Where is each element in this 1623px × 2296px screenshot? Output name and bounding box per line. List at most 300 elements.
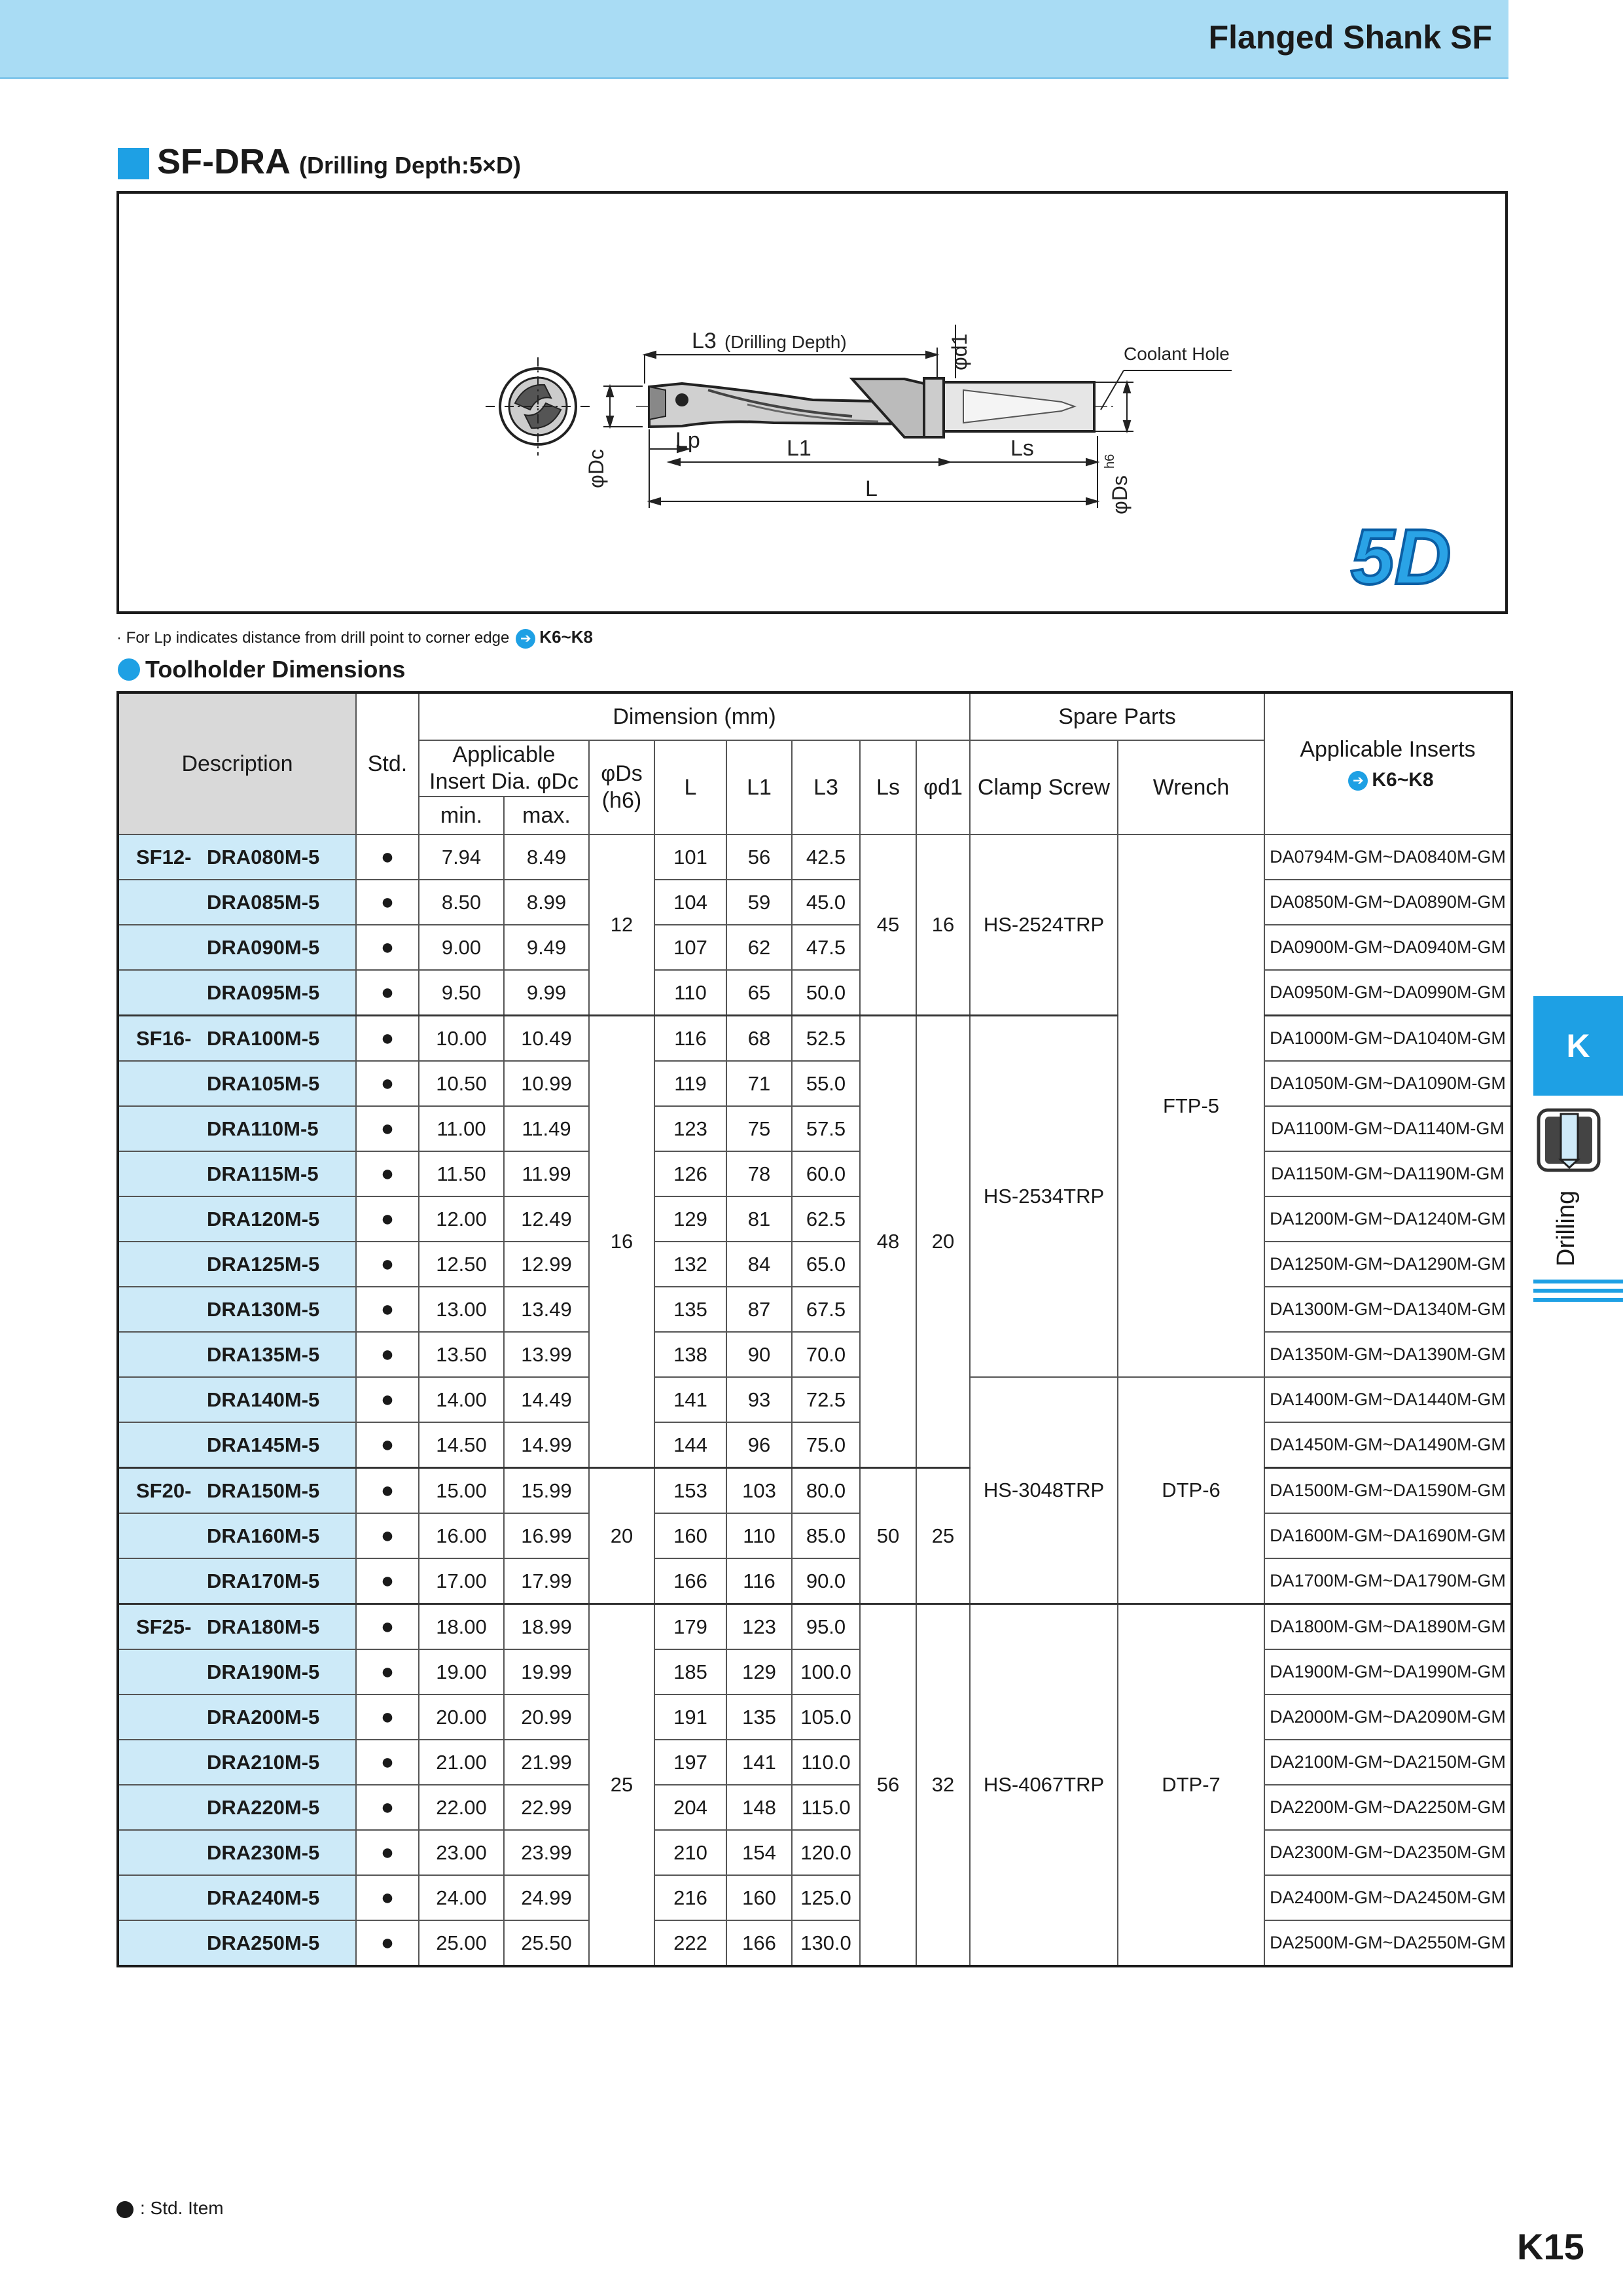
row-l3: 130.0 [792,1920,860,1966]
row-l1: 116 [726,1558,792,1604]
row-l: 138 [654,1332,726,1377]
row-std-mark: ● [356,1061,419,1106]
row-max-dia: 18.99 [504,1604,589,1650]
row-l1: 129 [726,1649,792,1695]
row-min-dia: 22.00 [419,1785,504,1830]
row-l3: 72.5 [792,1377,860,1422]
drill-section-icon [1536,1107,1601,1173]
table-row [118,1695,1512,1740]
row-l1: 96 [726,1422,792,1468]
page-reference-arrow-icon: ➔ [516,629,535,649]
row-applicable-inserts: DA1200M-GM~DA1240M-GM [1264,1196,1512,1242]
row-l3: 70.0 [792,1332,860,1377]
table-row [118,1422,1512,1468]
row-std-mark: ● [356,970,419,1016]
lp-note [116,627,593,649]
row-std-mark: ● [356,1422,419,1468]
row-l: 222 [654,1920,726,1966]
row-max-dia: 20.99 [504,1695,589,1740]
subsection-dot-marker [118,658,140,681]
table-row [118,1196,1512,1242]
section-title [157,141,521,182]
row-max-dia: 24.99 [504,1875,589,1920]
row-applicable-inserts: DA1150M-GM~DA1190M-GM [1264,1151,1512,1196]
row-l: 179 [654,1604,726,1650]
header-ds-line1: φDs [601,761,643,787]
row-applicable-inserts: DA0794M-GM~DA0840M-GM [1264,834,1512,880]
label-ds: φDs [1108,475,1132,514]
header-insert-dia-line1: Applicable [452,742,556,768]
row-l: 129 [654,1196,726,1242]
row-std-mark: ● [356,1332,419,1377]
row-prefix [118,970,207,1016]
row-min-dia: 13.00 [419,1287,504,1332]
table-row [118,1830,1512,1875]
row-l3: 60.0 [792,1151,860,1196]
row-l: 123 [654,1106,726,1151]
row-min-dia: 15.00 [419,1468,504,1514]
table-body [118,834,1512,1966]
row-std-mark: ● [356,1151,419,1196]
row-max-dia: 17.99 [504,1558,589,1604]
header-l: L [654,740,726,834]
row-l1: 90 [726,1332,792,1377]
subsection-title: Toolholder Dimensions [145,656,406,683]
header-l3: L3 [792,740,860,834]
drill-diagram [119,194,1505,611]
row-l1: 65 [726,970,792,1016]
header-wrench: Wrench [1118,740,1264,834]
row-min-dia: 17.00 [419,1558,504,1604]
row-min-dia: 10.50 [419,1061,504,1106]
row-code: DRA150M-5 [207,1468,356,1514]
toolholder-table-container [116,691,1513,1967]
row-std-mark: ● [356,1558,419,1604]
header-min: min. [419,797,504,834]
row-max-dia: 8.49 [504,834,589,880]
row-clamp-screw: HS-3048TRP [970,1377,1118,1604]
row-l1: 78 [726,1151,792,1196]
row-l: 110 [654,970,726,1016]
row-l1: 160 [726,1875,792,1920]
row-prefix [118,1061,207,1106]
header-ds-line2: (h6) [601,788,642,813]
table-row [118,1649,1512,1695]
row-max-dia: 12.99 [504,1242,589,1287]
header-ls: Ls [860,740,916,834]
row-code: DRA105M-5 [207,1061,356,1106]
row-min-dia: 7.94 [419,834,504,880]
row-std-mark: ● [356,880,419,925]
row-l: 135 [654,1287,726,1332]
section-square-marker [118,148,149,179]
row-clamp-screw: HS-2534TRP [970,1016,1118,1378]
row-prefix [118,880,207,925]
row-code: DRA160M-5 [207,1513,356,1558]
row-std-mark: ● [356,1695,419,1740]
row-l1: 87 [726,1287,792,1332]
side-tab-lines [1533,1280,1623,1307]
table-row [118,1242,1512,1287]
row-prefix [118,1920,207,1966]
table-row [118,1558,1512,1604]
row-std-mark: ● [356,1016,419,1062]
header-inserts-ref-text: K6~K8 [1372,768,1434,791]
row-l3: 115.0 [792,1785,860,1830]
row-applicable-inserts: DA1900M-GM~DA1990M-GM [1264,1649,1512,1695]
side-tab-label: Drilling [1552,1190,1580,1266]
row-std-mark: ● [356,1875,419,1920]
row-l: 144 [654,1422,726,1468]
row-prefix [118,1422,207,1468]
header-insert-dia-line2: Insert Dia. φDc [429,769,579,794]
row-prefix [118,1875,207,1920]
row-code: DRA220M-5 [207,1785,356,1830]
row-ds: 20 [589,1468,654,1604]
row-applicable-inserts: DA0850M-GM~DA0890M-GM [1264,880,1512,925]
row-d1: 16 [916,834,970,1016]
row-min-dia: 14.50 [419,1422,504,1468]
std-item-legend-text: : Std. Item [140,2198,224,2218]
lp-note-text: · For Lp indicates distance from drill point to corner edge [116,629,510,647]
label-ls: Ls [1010,436,1034,461]
row-l1: 56 [726,834,792,880]
header-std: Std. [356,692,419,834]
row-l1: 62 [726,925,792,970]
row-code: DRA135M-5 [207,1332,356,1377]
label-d1: φd1 [948,333,971,370]
row-applicable-inserts: DA1500M-GM~DA1590M-GM [1264,1468,1512,1514]
header-spare-parts: Spare Parts [970,692,1264,740]
row-max-dia: 16.99 [504,1513,589,1558]
row-prefix [118,1785,207,1830]
row-l3: 50.0 [792,970,860,1016]
label-l3: L3 [692,329,717,353]
row-min-dia: 19.00 [419,1649,504,1695]
row-std-mark: ● [356,1604,419,1650]
row-std-mark: ● [356,1830,419,1875]
header-applicable-inserts [1264,692,1512,834]
row-max-dia: 15.99 [504,1468,589,1514]
row-l: 191 [654,1695,726,1740]
row-d1: 25 [916,1468,970,1604]
row-min-dia: 18.00 [419,1604,504,1650]
table-row [118,1287,1512,1332]
row-min-dia: 23.00 [419,1830,504,1875]
row-prefix [118,1649,207,1695]
row-code: DRA090M-5 [207,925,356,970]
row-applicable-inserts: DA2400M-GM~DA2450M-GM [1264,1875,1512,1920]
row-min-dia: 25.00 [419,1920,504,1966]
row-min-dia: 21.00 [419,1740,504,1785]
header-d1: φd1 [916,740,970,834]
row-l: 216 [654,1875,726,1920]
row-prefix [118,1377,207,1422]
row-prefix [118,1740,207,1785]
row-code: DRA145M-5 [207,1422,356,1468]
row-l1: 68 [726,1016,792,1062]
row-l3: 105.0 [792,1695,860,1740]
depth-badge-5d: 5D [1351,513,1452,601]
table-row [118,1740,1512,1785]
row-l: 185 [654,1649,726,1695]
row-l1: 148 [726,1785,792,1830]
row-code: DRA110M-5 [207,1106,356,1151]
row-applicable-inserts: DA1300M-GM~DA1340M-GM [1264,1287,1512,1332]
page-number: K15 [1517,2226,1584,2267]
row-l: 160 [654,1513,726,1558]
row-l3: 90.0 [792,1558,860,1604]
row-l: 204 [654,1785,726,1830]
header-clamp-screw: Clamp Screw [970,740,1118,834]
table-row [118,970,1512,1016]
row-l3: 45.0 [792,880,860,925]
row-max-dia: 9.99 [504,970,589,1016]
row-min-dia: 12.50 [419,1242,504,1287]
row-l3: 75.0 [792,1422,860,1468]
row-l3: 100.0 [792,1649,860,1695]
row-ds: 16 [589,1016,654,1468]
row-prefix [118,1106,207,1151]
row-l3: 125.0 [792,1875,860,1920]
label-dc: φDc [584,449,608,488]
header-inserts-reference [1265,769,1510,791]
row-code: DRA200M-5 [207,1695,356,1740]
row-code: DRA240M-5 [207,1875,356,1920]
label-lp: Lp [675,428,700,453]
row-code: DRA100M-5 [207,1016,356,1062]
row-clamp-screw: HS-2524TRP [970,834,1118,1016]
row-l: 153 [654,1468,726,1514]
row-max-dia: 8.99 [504,880,589,925]
header-insert-dia [419,740,589,797]
row-std-mark: ● [356,1106,419,1151]
row-code: DRA230M-5 [207,1830,356,1875]
row-prefix [118,1287,207,1332]
row-prefix [118,1558,207,1604]
row-std-mark: ● [356,925,419,970]
row-prefix [118,1242,207,1287]
row-applicable-inserts: DA1250M-GM~DA1290M-GM [1264,1242,1512,1287]
row-max-dia: 9.49 [504,925,589,970]
row-l3: 55.0 [792,1061,860,1106]
row-clamp-screw: HS-4067TRP [970,1604,1118,1967]
row-min-dia: 11.00 [419,1106,504,1151]
row-l3: 110.0 [792,1740,860,1785]
table-row [118,834,1512,880]
row-l: 126 [654,1151,726,1196]
row-prefix [118,1695,207,1740]
row-l3: 42.5 [792,834,860,880]
row-l: 116 [654,1016,726,1062]
row-ds: 12 [589,834,654,1016]
row-ls: 45 [860,834,916,1016]
row-code: DRA080M-5 [207,834,356,880]
row-d1: 20 [916,1016,970,1468]
row-applicable-inserts: DA2000M-GM~DA2090M-GM [1264,1695,1512,1740]
row-std-mark: ● [356,1785,419,1830]
row-max-dia: 11.49 [504,1106,589,1151]
row-l3: 85.0 [792,1513,860,1558]
row-l3: 52.5 [792,1016,860,1062]
row-std-mark: ● [356,834,419,880]
table-row [118,1785,1512,1830]
label-l: L [865,476,878,501]
label-l3-note: (Drilling Depth) [724,332,847,352]
row-code: DRA250M-5 [207,1920,356,1966]
row-std-mark: ● [356,1196,419,1242]
drill-end-view [486,357,590,456]
row-max-dia: 21.99 [504,1740,589,1785]
row-std-mark: ● [356,1513,419,1558]
row-min-dia: 8.50 [419,880,504,925]
page-header-title: Flanged Shank SF [1208,19,1492,56]
row-code: DRA180M-5 [207,1604,356,1650]
row-min-dia: 20.00 [419,1695,504,1740]
std-item-legend [116,2198,224,2219]
row-prefix [118,1332,207,1377]
row-l1: 141 [726,1740,792,1785]
row-applicable-inserts: DA1050M-GM~DA1090M-GM [1264,1061,1512,1106]
table-row [118,1513,1512,1558]
row-max-dia: 25.50 [504,1920,589,1966]
row-applicable-inserts: DA1350M-GM~DA1390M-GM [1264,1332,1512,1377]
row-l1: 75 [726,1106,792,1151]
row-l: 210 [654,1830,726,1875]
row-l3: 57.5 [792,1106,860,1151]
side-tab-line [1533,1298,1623,1302]
row-ls: 50 [860,1468,916,1604]
row-prefix [118,1830,207,1875]
table-row [118,880,1512,925]
side-tab-letter: K [1533,996,1623,1096]
row-applicable-inserts: DA1400M-GM~DA1440M-GM [1264,1377,1512,1422]
row-code: DRA120M-5 [207,1196,356,1242]
row-l1: 71 [726,1061,792,1106]
row-l: 197 [654,1740,726,1785]
header-l1: L1 [726,740,792,834]
row-l: 166 [654,1558,726,1604]
row-applicable-inserts: DA2100M-GM~DA2150M-GM [1264,1740,1512,1785]
row-prefix [118,925,207,970]
row-prefix: SF20- [118,1468,207,1514]
row-std-mark: ● [356,1287,419,1332]
row-std-mark: ● [356,1740,419,1785]
row-code: DRA140M-5 [207,1377,356,1422]
table-row [118,1468,1512,1514]
row-l1: 135 [726,1695,792,1740]
row-l: 119 [654,1061,726,1106]
row-applicable-inserts: DA1100M-GM~DA1140M-GM [1264,1106,1512,1151]
row-std-mark: ● [356,1242,419,1287]
row-max-dia: 10.99 [504,1061,589,1106]
header-description: Description [118,692,356,834]
table-row [118,1377,1512,1422]
row-code: DRA130M-5 [207,1287,356,1332]
header-dimension: Dimension (mm) [419,692,970,740]
row-d1: 32 [916,1604,970,1967]
row-code: DRA190M-5 [207,1649,356,1695]
row-std-mark: ● [356,1377,419,1422]
row-applicable-inserts: DA1600M-GM~DA1690M-GM [1264,1513,1512,1558]
row-prefix: SF12- [118,834,207,880]
section-title-sub: (Drilling Depth:5×D) [299,152,521,179]
row-l1: 103 [726,1468,792,1514]
table-row [118,1016,1512,1062]
row-min-dia: 13.50 [419,1332,504,1377]
row-applicable-inserts: DA2300M-GM~DA2350M-GM [1264,1830,1512,1875]
row-std-mark: ● [356,1649,419,1695]
row-l1: 93 [726,1377,792,1422]
row-l: 141 [654,1377,726,1422]
table-row [118,1604,1512,1650]
row-code: DRA210M-5 [207,1740,356,1785]
row-l3: 65.0 [792,1242,860,1287]
row-l1: 166 [726,1920,792,1966]
row-min-dia: 24.00 [419,1875,504,1920]
drill-side-view [636,378,1114,437]
row-l1: 59 [726,880,792,925]
row-ls: 48 [860,1016,916,1468]
row-prefix [118,1196,207,1242]
row-l3: 95.0 [792,1604,860,1650]
row-l3: 120.0 [792,1830,860,1875]
row-prefix [118,1151,207,1196]
header-rule [0,77,1508,79]
row-max-dia: 19.99 [504,1649,589,1695]
label-ds-tolerance: h6 [1103,454,1117,469]
row-max-dia: 12.49 [504,1196,589,1242]
row-l: 132 [654,1242,726,1287]
row-min-dia: 10.00 [419,1016,504,1062]
row-l: 101 [654,834,726,880]
row-code: DRA095M-5 [207,970,356,1016]
std-item-dot-icon [116,2201,134,2218]
table-row [118,1061,1512,1106]
row-max-dia: 22.99 [504,1785,589,1830]
row-ds: 25 [589,1604,654,1967]
header-applicable-inserts-label: Applicable Inserts [1300,736,1476,762]
row-l3: 80.0 [792,1468,860,1514]
row-l: 107 [654,925,726,970]
row-min-dia: 9.50 [419,970,504,1016]
label-l1: L1 [787,436,812,461]
row-applicable-inserts: DA0900M-GM~DA0940M-GM [1264,925,1512,970]
row-code: DRA115M-5 [207,1151,356,1196]
table-row [118,1920,1512,1966]
row-wrench: DTP-7 [1118,1604,1264,1967]
row-applicable-inserts: DA2200M-GM~DA2250M-GM [1264,1785,1512,1830]
row-l3: 62.5 [792,1196,860,1242]
row-applicable-inserts: DA2500M-GM~DA2550M-GM [1264,1920,1512,1966]
table-row [118,1106,1512,1151]
row-l3: 67.5 [792,1287,860,1332]
row-l1: 84 [726,1242,792,1287]
row-l1: 123 [726,1604,792,1650]
row-prefix: SF25- [118,1604,207,1650]
row-l3: 47.5 [792,925,860,970]
row-ls: 56 [860,1604,916,1967]
row-std-mark: ● [356,1468,419,1514]
row-max-dia: 14.99 [504,1422,589,1468]
row-prefix [118,1513,207,1558]
label-coolant-hole: Coolant Hole [1124,344,1230,364]
row-max-dia: 14.49 [504,1377,589,1422]
row-l1: 81 [726,1196,792,1242]
table-row [118,1151,1512,1196]
header-max: max. [504,797,589,834]
header-ds [589,740,654,834]
